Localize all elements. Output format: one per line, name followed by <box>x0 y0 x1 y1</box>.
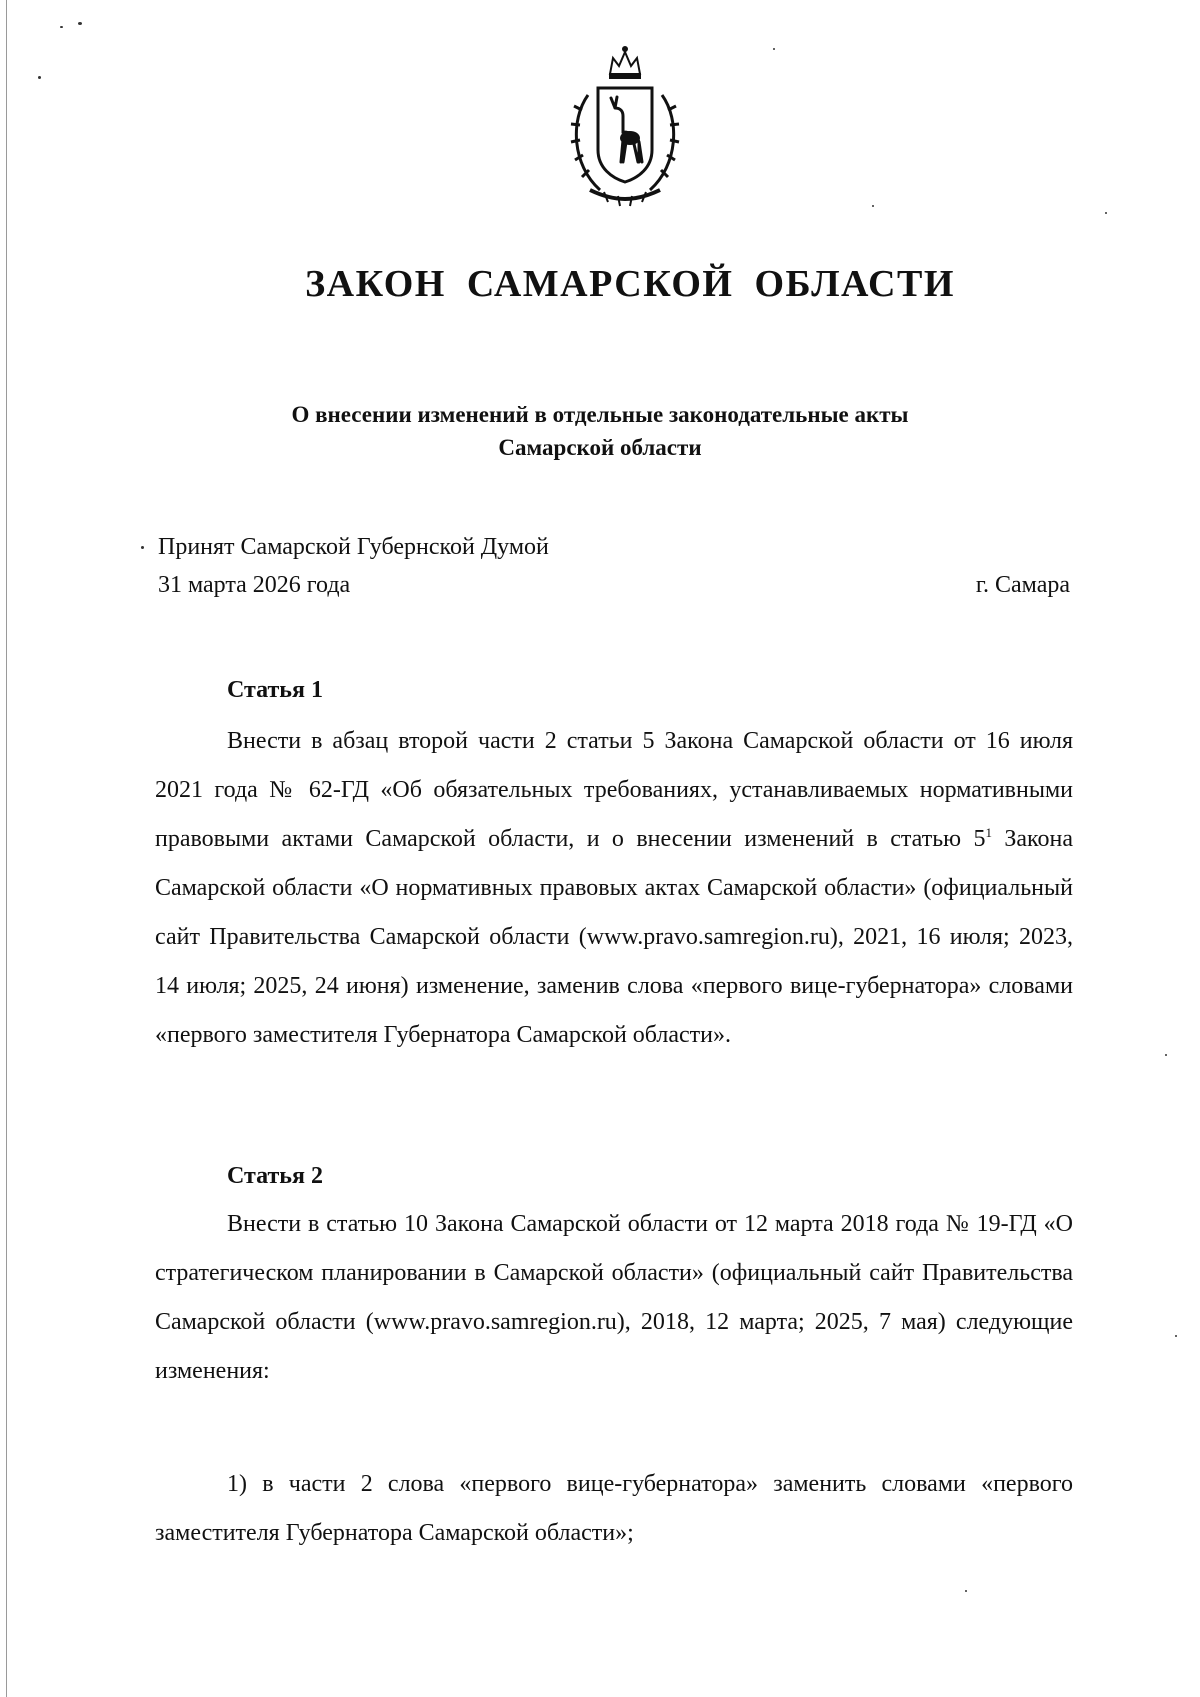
scan-speck <box>1175 1335 1177 1337</box>
scan-edge-line <box>6 0 7 1697</box>
scan-speck <box>1105 212 1107 214</box>
document-title: ЗАКОН САМАРСКОЙ ОБЛАСТИ <box>305 263 955 305</box>
article-1-heading: Статья 1 <box>227 677 323 703</box>
document-subtitle <box>200 398 1000 464</box>
scan-speck <box>78 22 82 25</box>
adoption-date: 31 марта 2026 года <box>158 572 351 598</box>
adoption-city: г. Самара <box>975 572 1070 598</box>
scan-speck <box>60 26 63 28</box>
article-2-intro: Внести в статью 10 Закона Самарской области от 12 марта 2018 года № 19-ГД «О стратегическом планировании в Самарской области» (официальный сайт Правительства Самарской области (www.pravo.samregion.ru), 2018, 12 марта; 2025, 7 мая) следующие изменения: <box>155 1211 1073 1384</box>
subtitle-line-1: О внесении изменений в отдельные законодательные акты <box>291 402 909 427</box>
scan-speck <box>38 76 41 79</box>
scan-speck <box>141 546 144 549</box>
coat-of-arms-icon <box>560 40 690 210</box>
article-1-text-part1: Внести в абзац второй части 2 статьи 5 Закона Самарской области от 16 июля 2021 года № 62-ГД «Об обязательных требованиях, устанавливаемых нормативными правовыми актами Самарской области, и о внесении изменений в статью 5 <box>155 728 1073 852</box>
article-1-text-part2: Закона Самарской области «О нормативных правовых актах Самарской области» (официальный сайт Правительства Самарской области (www.pravo.samregion.ru), 2021, 16 июля; 2023, 14 июля; 2025, 24 июня) изменение, заменив слова «первого вице-губернатора» словами «первого заместителя Губернатора Самарской области». <box>155 826 1073 1048</box>
article-2-heading: Статья 2 <box>227 1163 323 1189</box>
article-1-text <box>155 717 1073 1060</box>
scan-speck <box>965 1590 967 1592</box>
subtitle-line-2: Самарской области <box>498 435 702 460</box>
article-1-superscript: 1 <box>985 825 992 840</box>
adoption-info <box>158 528 549 604</box>
article-2-item-1: 1) в части 2 слова «первого вице-губернатора» заменить словами «первого заместителя Губернатора Самарской области»; <box>155 1471 1073 1546</box>
scan-speck <box>872 205 874 207</box>
scan-speck <box>773 48 775 50</box>
scan-speck <box>1165 1054 1167 1056</box>
adoption-body: Принят Самарской Губернской Думой <box>158 534 549 560</box>
